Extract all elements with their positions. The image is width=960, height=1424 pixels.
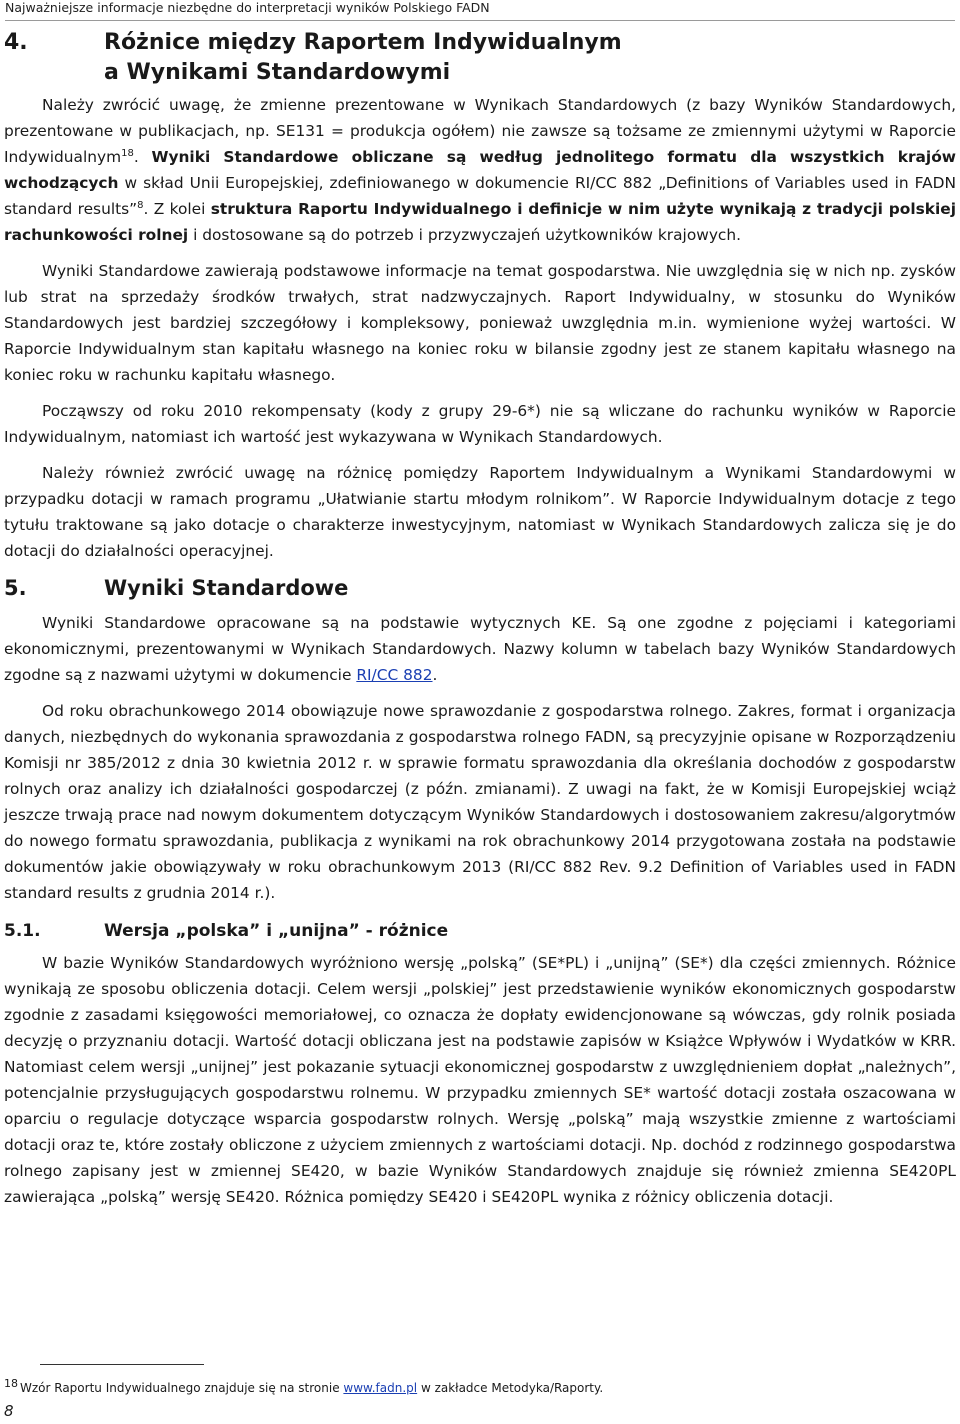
section-4-title-line2: a Wynikami Standardowymi: [104, 60, 451, 85]
ri-cc-882-link[interactable]: RI/CC 882: [356, 666, 433, 684]
section-5-1-paragraph-1: W bazie Wyników Standardowych wyróżniono wersję „polską” (SE*PL) i „unijną” (SE*) dla części zmiennych. Różnice wynikają ze sposobu obliczenia dotacji. Celem wersji „polskiej” jest przedstawienie wyników ekonomicznych gospodarstw zgodnie z zasadami księgowości memoriałowej, co oznacza że dopłaty ewidencjonowane są wówczas, gdy rolnik posiada decyzję o przyznaniu dotacji. Wartość dotacji obliczana jest na podstawie zapisów w Książce Wpływów i Wydatków w KRR. Natomiast celem wersji „unijnej” jest pokazanie sytuacji ekonomicznej gospodarstw z uwzględnieniem dopłat „należnych”, potencjalnie przysługujących gospodarstwu rolnemu. W przypadku zmiennych SE* wartość dotacji została oszacowana w oparciu o regulacje dotyczące wsparcia gospodarstw rolnych. Wersję „polską” mają wszystkie zmienne z wartościami dotacji oraz te, które zostały obliczone z użyciem zmiennych z wartościami dotacji. Np. dochód z rodzinnego gospodarstwa rolnego zapisany jest w zmiennej SE420, w bazie Wyników Standardowych znajduje się również zmienna SE420PL zawierająca „polską” wersję SE420. Różnica pomiędzy SE420 i SE420PL wynika z różnicy obliczenia dotacji.: [4, 954, 956, 1206]
footnote-ref-18: 18: [121, 147, 134, 159]
footnote-divider: [40, 1364, 204, 1365]
running-header: [5, 0, 955, 21]
section-5-number: 5.: [4, 576, 27, 600]
section-4-number: 4.: [4, 30, 28, 55]
s4p1-bold-2: struktura Raportu Indywidualnego i definicje w nim użyte wynikają z tradycji polskiej rachunkowości rolnej: [4, 200, 956, 244]
section-4-heading: [4, 28, 956, 88]
s5p1-text-b: .: [432, 666, 438, 684]
page-content: [4, 28, 956, 1220]
running-header-title: Najważniejsze informacje niezbędne do interpretacji wyników Polskiego FADN: [5, 0, 490, 15]
s4p1-text-b: .: [133, 148, 152, 166]
s4p1-text-d: . Z kolei: [143, 200, 211, 218]
s5p1-text-a: Wyniki Standardowe opracowane są na podstawie wytycznych KE. Są one zgodne z pojęciami i kategoriami ekonomicznymi, prezentowanymi w Wynikach Standardowych. Nazwy kolumn w tabelach bazy Wyników Standardowych zgodne są z nazwami użytymi w dokumencie: [4, 614, 956, 684]
footnote-text-b: w zakładce Metodyka/Raporty.: [417, 1381, 604, 1395]
s4p1-text-a: Należy zwrócić uwagę, że zmienne prezentowane w Wynikach Standardowych (z bazy Wyników Standardowych, prezentowane w publikacjach, np. SE131 = produkcja ogółem) nie zawsze są tożsame ze zmiennymi użytymi w Raporcie Indywidualnym: [4, 96, 956, 166]
section-4-paragraph-1: [4, 92, 956, 248]
section-5-1-number: 5.1.: [4, 921, 41, 941]
section-4-title-line1: Różnice między Raportem Indywidualnym: [104, 30, 622, 55]
section-4-paragraph-3: Począwszy od roku 2010 rekompensaty (kody z grupy 29-6*) nie są wliczane do rachunku wyników w Raporcie Indywidualnym, natomiast ich wartość jest wykazywana w Wynikach Standardowych.: [4, 402, 956, 446]
section-5-heading: [4, 574, 956, 602]
section-5-paragraph-1: [4, 610, 956, 688]
s4p1-bold-1: Wyniki Standardowe obliczane są według jednolitego formatu dla wszystkich krajów wchodzących: [4, 148, 956, 192]
section-5-1-title: Wersja „polska” i „unijna” - różnice: [104, 921, 449, 941]
footnote-number: 18: [4, 1377, 18, 1390]
section-5-1-heading: [4, 918, 956, 944]
s4p1-text-e: i dostosowane są do potrzeb i przyzwyczajeń użytkowników krajowych.: [188, 226, 742, 244]
s4p1-text-c: w skład Unii Europejskiej, zdefiniowanego w dokumencie RI/CC 882 „Definitions of Variables used in FADN standard results”: [4, 174, 956, 218]
section-4-paragraph-4: Należy również zwrócić uwagę na różnicę pomiędzy Raportem Indywidualnym a Wynikami Standardowymi w przypadku dotacji w ramach programu „Ułatwianie startu młodym rolnikom”. W Raporcie Indywidualnym dotacje z tego tytułu traktowane są jako dotacje o charakterze inwestycyjnym, natomiast w Wynikach Standardowych zalicza się je do dotacji do działalności operacyjnej.: [4, 464, 956, 560]
section-4-paragraph-2: Wyniki Standardowe zawierają podstawowe informacje na temat gospodarstwa. Nie uwzględnia się w nich np. zysków lub strat na sprzedaży środków trwałych, strat nadzwyczajnych. Raport Indywidualny, w stosunku do Wyników Standardowych jest bardziej szczegółowy i kompleksowy, ponieważ uwzględnia m.in. wymienione wyżej wartości. W Raporcie Indywidualnym stan kapitału własnego na koniec roku w bilansie zgodny jest ze stanem kapitału własnego na koniec roku w rachunku kapitału własnego.: [4, 262, 956, 384]
section-5-paragraph-2: Od roku obrachunkowego 2014 obowiązuje nowe sprawozdanie z gospodarstwa rolnego. Zakres, format i organizacja danych, niezbędnych do wykonania sprawozdania z gospodarstwa rolnego FADN, są precyzyjnie opisane w Rozporządzeniu Komisji nr 385/2012 z dnia 30 kwietnia 2012 r. w sprawie formatu sprawozdania dla określania dochodów z gospodarstw rolnych oraz analizy ich działalności gospodarczej (z późn. zmianami). Z uwagi na fakt, że w Komisji Europejskiej wciąż jeszcze trwają prace nad nowym dokumentem dotyczącym Wyników Standardowych i dostosowaniem zakresu/algorytmów do nowego formatu sprawozdania, publikacja z wynikami na rok obrachunkowy 2014 przygotowana została na podstawie dokumentów jakie obowiązywały w roku obrachunkowym 2013 (RI/CC 882 Rev. 9.2 Definition of Variables used in FADN standard results z grudnia 2014 r.).: [4, 702, 956, 902]
page-number: 8: [4, 1402, 14, 1420]
fadn-website-link[interactable]: www.fadn.pl: [343, 1381, 418, 1395]
section-5-title: Wyniki Standardowe: [104, 576, 349, 600]
footnote-18: [4, 1377, 954, 1396]
footnote-ref-8: 8: [137, 199, 144, 211]
footnote-text-a: Wzór Raportu Indywidualnego znajduje się na stronie: [20, 1381, 344, 1395]
